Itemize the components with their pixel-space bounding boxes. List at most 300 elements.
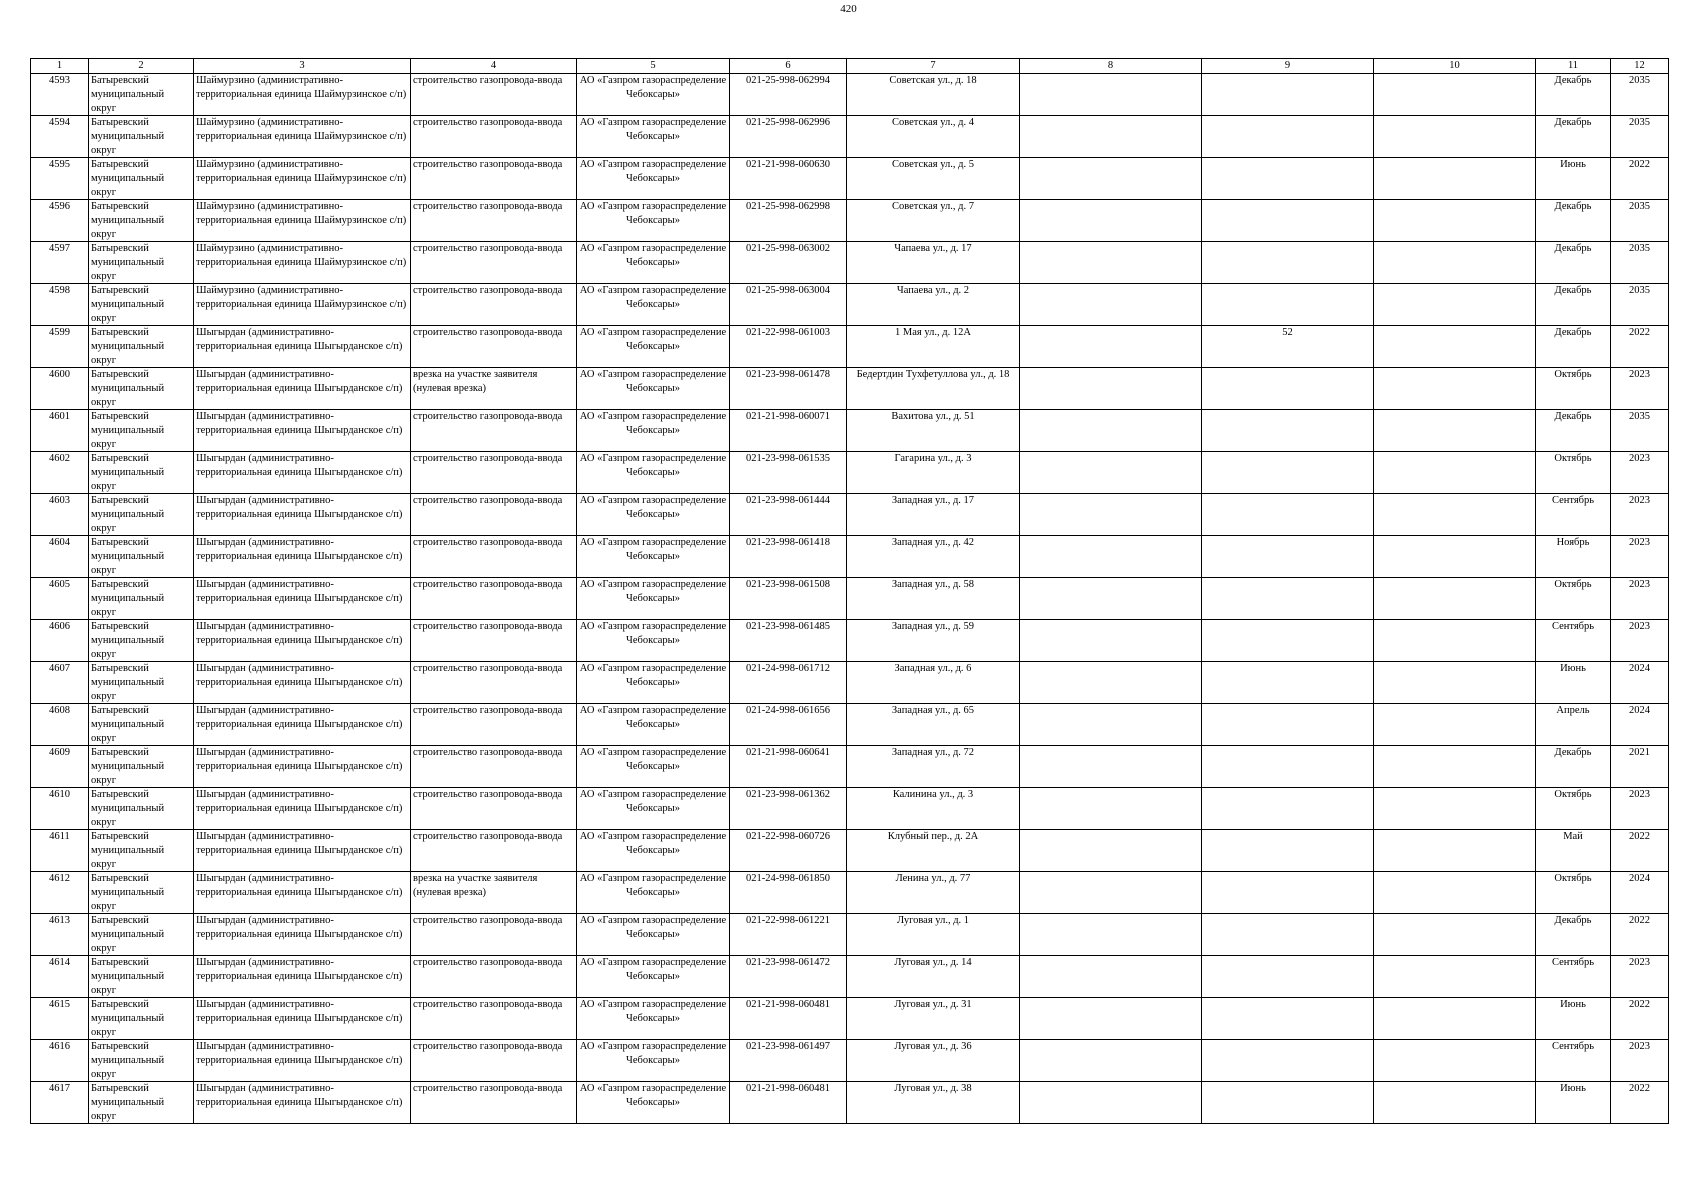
column-10-cell: [1374, 284, 1536, 326]
locality-cell-text: Шыгырдан (административно-территориальная единица Шыгырданское с/п): [196, 411, 403, 436]
organization-cell-text: АО «Газпром газораспределение Чебоксары»: [579, 117, 727, 142]
address-cell-text: Западная ул., д. 65: [891, 705, 975, 716]
district-cell-text: Батыревский муниципальный округ: [91, 201, 165, 240]
column-8-cell-text: [1022, 746, 1199, 787]
column-8-cell-text: [1022, 452, 1199, 493]
district-cell-text: Батыревский муниципальный округ: [91, 873, 165, 912]
work-type-cell-text: строительство газопровода-ввода: [413, 831, 563, 842]
application-code-cell: [730, 74, 847, 116]
district-cell-text: Батыревский муниципальный округ: [91, 495, 165, 534]
address-cell: [847, 998, 1020, 1040]
row-number-cell-text: 4608: [49, 705, 70, 716]
locality-cell-text: Шаймурзино (административно-территориальная единица Шаймурзинское с/п): [196, 201, 407, 226]
locality-cell-text: Шыгырдан (административно-территориальная единица Шыгырданское с/п): [196, 663, 403, 688]
column-9-cell: [1202, 746, 1374, 788]
district-cell: [89, 578, 194, 620]
month-cell: [1536, 410, 1611, 452]
application-code-cell: [730, 662, 847, 704]
table-row: [31, 410, 1669, 452]
work-type-cell-text: строительство газопровода-ввода: [413, 957, 563, 968]
row-number-cell: [31, 1040, 89, 1082]
month-cell: [1536, 1040, 1611, 1082]
column-8-cell-text: [1022, 326, 1199, 367]
column-9-cell: [1202, 872, 1374, 914]
column-9-cell-text: [1204, 1082, 1371, 1123]
column-9-cell: [1202, 536, 1374, 578]
address-cell-text: Советская ул., д. 18: [889, 75, 977, 86]
address-cell-text: Западная ул., д. 72: [891, 747, 975, 758]
district-cell: [89, 116, 194, 158]
organization-cell: [577, 452, 730, 494]
row-number-cell-text: 4616: [49, 1041, 70, 1052]
district-cell: [89, 662, 194, 704]
organization-cell: [577, 998, 730, 1040]
application-code-cell-text: 021-25-998-062994: [746, 75, 830, 86]
column-10-cell: [1374, 242, 1536, 284]
locality-cell-text: Шыгырдан (административно-территориальная единица Шыгырданское с/п): [196, 747, 403, 772]
month-cell: [1536, 1082, 1611, 1124]
table-row: [31, 74, 1669, 116]
address-cell: [847, 452, 1020, 494]
column-10-cell: [1374, 998, 1536, 1040]
address-cell: [847, 1040, 1020, 1082]
work-type-cell-text: строительство газопровода-ввода: [413, 663, 563, 674]
month-cell-text: Октябрь: [1554, 579, 1592, 590]
organization-cell: [577, 368, 730, 410]
application-code-cell-text: 021-23-998-061485: [746, 621, 830, 632]
row-number-cell-text: 4614: [49, 957, 70, 968]
district-cell-text: Батыревский муниципальный округ: [91, 1041, 165, 1080]
month-cell: [1536, 956, 1611, 998]
organization-cell-text: АО «Газпром газораспределение Чебоксары»: [579, 1041, 727, 1066]
row-number-cell-text: 4612: [49, 873, 70, 884]
month-cell: [1536, 746, 1611, 788]
application-code-cell-text: 021-23-998-061497: [746, 1041, 830, 1052]
month-cell: [1536, 536, 1611, 578]
application-code-cell-text: 021-23-998-061418: [746, 537, 830, 548]
district-cell: [89, 74, 194, 116]
address-cell-text: Клубный пер., д. 2А: [887, 831, 979, 842]
row-number-cell-text: 4597: [49, 243, 70, 254]
work-type-cell-text: строительство газопровода-ввода: [413, 1083, 563, 1094]
column-8-cell: [1020, 620, 1202, 662]
application-code-cell: [730, 998, 847, 1040]
locality-cell: [194, 956, 411, 998]
locality-cell: [194, 158, 411, 200]
column-9-cell: [1202, 830, 1374, 872]
work-type-cell: [411, 956, 577, 998]
column-9-cell-text: [1204, 494, 1371, 535]
month-cell: [1536, 200, 1611, 242]
locality-cell-text: Шыгырдан (административно-территориальная единица Шыгырданское с/п): [196, 369, 403, 394]
year-cell-text: 2024: [1629, 705, 1650, 716]
column-9-cell-text: [1204, 872, 1371, 913]
table-row: [31, 200, 1669, 242]
organization-cell-text: АО «Газпром газораспределение Чебоксары»: [579, 831, 727, 856]
column-header-12: 12: [1611, 59, 1669, 74]
application-code-cell: [730, 704, 847, 746]
column-9-cell-text: [1204, 914, 1371, 955]
row-number-cell-text: 4593: [49, 75, 70, 86]
page-number: 420: [840, 3, 857, 15]
month-cell: [1536, 788, 1611, 830]
organization-cell-text: АО «Газпром газораспределение Чебоксары»: [579, 789, 727, 814]
column-8-cell-text: [1022, 200, 1199, 241]
application-code-cell: [730, 872, 847, 914]
month-cell-text: Декабрь: [1554, 117, 1592, 128]
work-type-cell-text: строительство газопровода-ввода: [413, 453, 563, 464]
year-cell-text: 2024: [1629, 663, 1650, 674]
column-9-cell-text: [1204, 704, 1371, 745]
address-cell: [847, 116, 1020, 158]
application-code-cell-text: 021-25-998-062998: [746, 201, 830, 212]
column-8-cell-text: [1022, 74, 1199, 115]
year-cell: [1611, 410, 1669, 452]
application-code-cell: [730, 410, 847, 452]
month-cell-text: Июнь: [1560, 999, 1586, 1010]
locality-cell-text: Шыгырдан (административно-территориальная единица Шыгырданское с/п): [196, 537, 403, 562]
row-number-cell-text: 4607: [49, 663, 70, 674]
column-9-cell-text: [1204, 410, 1371, 451]
column-8-cell-text: [1022, 284, 1199, 325]
row-number-cell: [31, 914, 89, 956]
table-row: [31, 998, 1669, 1040]
district-cell-text: Батыревский муниципальный округ: [91, 621, 165, 660]
address-cell: [847, 914, 1020, 956]
address-cell: [847, 158, 1020, 200]
application-code-cell: [730, 242, 847, 284]
column-8-cell-text: [1022, 662, 1199, 703]
application-code-cell: [730, 284, 847, 326]
work-type-cell-text: строительство газопровода-ввода: [413, 201, 563, 212]
organization-cell-text: АО «Газпром газораспределение Чебоксары»: [579, 957, 727, 982]
table-row: [31, 452, 1669, 494]
column-8-cell: [1020, 914, 1202, 956]
column-9-cell: [1202, 620, 1374, 662]
column-10-cell: [1374, 956, 1536, 998]
year-cell: [1611, 788, 1669, 830]
application-code-cell: [730, 1082, 847, 1124]
locality-cell: [194, 326, 411, 368]
column-8-cell-text: [1022, 914, 1199, 955]
district-cell-text: Батыревский муниципальный округ: [91, 579, 165, 618]
column-9-cell-text: [1204, 998, 1371, 1039]
month-cell: [1536, 284, 1611, 326]
address-cell: [847, 830, 1020, 872]
column-9-cell: [1202, 284, 1374, 326]
locality-cell-text: Шаймурзино (административно-территориальная единица Шаймурзинское с/п): [196, 75, 407, 100]
work-type-cell: [411, 872, 577, 914]
year-cell: [1611, 662, 1669, 704]
column-9-cell: [1202, 704, 1374, 746]
table-row: [31, 956, 1669, 998]
table-row: [31, 1040, 1669, 1082]
table-row: [31, 326, 1669, 368]
year-cell: [1611, 452, 1669, 494]
month-cell: [1536, 704, 1611, 746]
locality-cell: [194, 1040, 411, 1082]
column-8-cell-text: [1022, 578, 1199, 619]
table-row: [31, 662, 1669, 704]
month-cell-text: Сентябрь: [1551, 495, 1595, 506]
column-8-cell-text: [1022, 494, 1199, 535]
column-10-cell-text: [1376, 116, 1533, 157]
column-9-cell-text: [1204, 788, 1371, 829]
work-type-cell: [411, 452, 577, 494]
column-10-cell-text: [1376, 494, 1533, 535]
column-8-cell: [1020, 410, 1202, 452]
application-code-cell: [730, 536, 847, 578]
table-row: [31, 830, 1669, 872]
address-cell: [847, 536, 1020, 578]
row-number-cell: [31, 620, 89, 662]
application-code-cell-text: 021-23-998-061508: [746, 579, 830, 590]
address-cell-text: Луговая ул., д. 14: [894, 957, 972, 968]
column-10-cell-text: [1376, 410, 1533, 451]
work-type-cell-text: строительство газопровода-ввода: [413, 789, 563, 800]
organization-cell-text: АО «Газпром газораспределение Чебоксары»: [579, 579, 727, 604]
district-cell: [89, 158, 194, 200]
month-cell-text: Декабрь: [1554, 75, 1592, 86]
month-cell: [1536, 116, 1611, 158]
district-cell-text: Батыревский муниципальный округ: [91, 75, 165, 114]
locality-cell: [194, 662, 411, 704]
year-cell: [1611, 704, 1669, 746]
column-8-cell: [1020, 662, 1202, 704]
year-cell-text: 2024: [1629, 873, 1650, 884]
row-number-cell: [31, 410, 89, 452]
work-type-cell-text: строительство газопровода-ввода: [413, 327, 563, 338]
month-cell-text: Сентябрь: [1551, 621, 1595, 632]
column-10-cell-text: [1376, 662, 1533, 703]
organization-cell: [577, 830, 730, 872]
month-cell: [1536, 578, 1611, 620]
year-cell: [1611, 284, 1669, 326]
address-cell-text: Советская ул., д. 4: [892, 117, 974, 128]
application-code-cell-text: 021-24-998-061656: [746, 705, 830, 716]
row-number-cell-text: 4603: [49, 495, 70, 506]
organization-cell: [577, 746, 730, 788]
organization-cell: [577, 788, 730, 830]
district-cell-text: Батыревский муниципальный округ: [91, 159, 165, 198]
column-header-4: 4: [411, 59, 577, 74]
year-cell-text: 2023: [1629, 1041, 1650, 1052]
locality-cell: [194, 74, 411, 116]
month-cell-text: Декабрь: [1554, 201, 1592, 212]
row-number-cell: [31, 1082, 89, 1124]
application-code-cell-text: 021-22-998-061221: [746, 915, 830, 926]
address-cell-text: Западная ул., д. 42: [891, 537, 975, 548]
application-code-cell-text: 021-23-998-061478: [746, 369, 830, 380]
application-code-cell: [730, 620, 847, 662]
month-cell-text: Сентябрь: [1551, 1041, 1595, 1052]
organization-cell: [577, 158, 730, 200]
address-cell-text: Гагарина ул., д. 3: [894, 453, 972, 464]
column-10-cell-text: [1376, 200, 1533, 241]
row-number-cell-text: 4598: [49, 285, 70, 296]
column-10-cell: [1374, 830, 1536, 872]
organization-cell: [577, 326, 730, 368]
application-code-cell: [730, 326, 847, 368]
column-9-cell-text: [1204, 1040, 1371, 1081]
row-number-cell-text: 4611: [49, 831, 70, 842]
year-cell: [1611, 200, 1669, 242]
year-cell-text: 2022: [1629, 327, 1650, 338]
organization-cell: [577, 872, 730, 914]
locality-cell: [194, 368, 411, 410]
column-9-cell: [1202, 578, 1374, 620]
work-type-cell-text: строительство газопровода-ввода: [413, 579, 563, 590]
year-cell-text: 2023: [1629, 579, 1650, 590]
column-9-cell: [1202, 242, 1374, 284]
column-10-cell: [1374, 620, 1536, 662]
column-9-cell: [1202, 368, 1374, 410]
year-cell: [1611, 914, 1669, 956]
column-10-cell: [1374, 788, 1536, 830]
locality-cell-text: Шыгырдан (административно-территориальная единица Шыгырданское с/п): [196, 999, 403, 1024]
column-9-cell-text: [1204, 116, 1371, 157]
organization-cell: [577, 1082, 730, 1124]
column-9-cell-text: [1204, 662, 1371, 703]
work-type-cell-text: строительство газопровода-ввода: [413, 495, 563, 506]
year-cell-text: 2023: [1629, 369, 1650, 380]
year-cell: [1611, 578, 1669, 620]
column-10-cell-text: [1376, 284, 1533, 325]
locality-cell-text: Шаймурзино (административно-территориальная единица Шаймурзинское с/п): [196, 285, 407, 310]
column-9-cell-text: 52: [1282, 327, 1293, 338]
column-10-cell: [1374, 578, 1536, 620]
column-8-cell: [1020, 452, 1202, 494]
column-header-6: 6: [730, 59, 847, 74]
organization-cell-text: АО «Газпром газораспределение Чебоксары»: [579, 621, 727, 646]
column-8-cell: [1020, 998, 1202, 1040]
column-9-cell: [1202, 494, 1374, 536]
work-type-cell: [411, 578, 577, 620]
organization-cell: [577, 662, 730, 704]
work-type-cell: [411, 200, 577, 242]
application-code-cell-text: 021-23-998-061472: [746, 957, 830, 968]
application-code-cell: [730, 368, 847, 410]
address-cell-text: Чапаева ул., д. 17: [894, 243, 972, 254]
column-8-cell: [1020, 746, 1202, 788]
organization-cell-text: АО «Газпром газораспределение Чебоксары»: [579, 369, 727, 394]
work-type-cell-text: строительство газопровода-ввода: [413, 243, 563, 254]
row-number-cell-text: 4599: [49, 327, 70, 338]
address-cell-text: Ленина ул., д. 77: [895, 873, 971, 884]
locality-cell: [194, 998, 411, 1040]
organization-cell-text: АО «Газпром газораспределение Чебоксары»: [579, 243, 727, 268]
column-9-cell-text: [1204, 158, 1371, 199]
address-cell: [847, 242, 1020, 284]
row-number-cell-text: 4602: [49, 453, 70, 464]
application-code-cell-text: 021-24-998-061712: [746, 663, 830, 674]
application-code-cell-text: 021-25-998-063002: [746, 243, 830, 254]
year-cell: [1611, 830, 1669, 872]
month-cell: [1536, 830, 1611, 872]
application-code-cell-text: 021-23-998-061535: [746, 453, 830, 464]
column-9-cell: [1202, 326, 1374, 368]
work-type-cell-text: строительство газопровода-ввода: [413, 747, 563, 758]
locality-cell: [194, 1082, 411, 1124]
locality-cell: [194, 788, 411, 830]
column-header-1: 1: [31, 59, 89, 74]
column-9-cell-text: [1204, 536, 1371, 577]
district-cell-text: Батыревский муниципальный округ: [91, 789, 165, 828]
district-cell: [89, 620, 194, 662]
column-8-cell-text: [1022, 1040, 1199, 1081]
locality-cell-text: Шыгырдан (административно-территориальная единица Шыгырданское с/п): [196, 873, 403, 898]
year-cell: [1611, 116, 1669, 158]
table-row: [31, 494, 1669, 536]
district-cell: [89, 956, 194, 998]
table-row: [31, 536, 1669, 578]
column-10-cell: [1374, 704, 1536, 746]
row-number-cell-text: 4613: [49, 915, 70, 926]
work-type-cell: [411, 704, 577, 746]
column-10-cell-text: [1376, 326, 1533, 367]
month-cell-text: Декабрь: [1554, 285, 1592, 296]
locality-cell: [194, 872, 411, 914]
district-cell: [89, 284, 194, 326]
application-code-cell: [730, 200, 847, 242]
table-row: [31, 368, 1669, 410]
application-code-cell-text: 021-21-998-060641: [746, 747, 830, 758]
work-type-cell-text: строительство газопровода-ввода: [413, 159, 563, 170]
organization-cell: [577, 410, 730, 452]
column-9-cell: [1202, 452, 1374, 494]
work-type-cell: [411, 242, 577, 284]
month-cell-text: Июнь: [1560, 1083, 1586, 1094]
locality-cell-text: Шаймурзино (административно-территориальная единица Шаймурзинское с/п): [196, 117, 407, 142]
address-cell-text: Западная ул., д. 58: [891, 579, 975, 590]
locality-cell-text: Шаймурзино (административно-территориальная единица Шаймурзинское с/п): [196, 159, 407, 184]
row-number-cell-text: 4610: [49, 789, 70, 800]
year-cell: [1611, 368, 1669, 410]
column-8-cell: [1020, 158, 1202, 200]
row-number-cell: [31, 158, 89, 200]
work-type-cell: [411, 494, 577, 536]
column-10-cell-text: [1376, 956, 1533, 997]
column-9-cell: [1202, 1040, 1374, 1082]
address-cell: [847, 74, 1020, 116]
column-header-3: 3: [194, 59, 411, 74]
year-cell-text: 2023: [1629, 957, 1650, 968]
year-cell: [1611, 536, 1669, 578]
column-8-cell: [1020, 704, 1202, 746]
locality-cell: [194, 746, 411, 788]
work-type-cell-text: строительство газопровода-ввода: [413, 537, 563, 548]
year-cell: [1611, 494, 1669, 536]
year-cell: [1611, 242, 1669, 284]
organization-cell-text: АО «Газпром газораспределение Чебоксары»: [579, 453, 727, 478]
column-header-11: 11: [1536, 59, 1611, 74]
row-number-cell: [31, 326, 89, 368]
column-10-cell: [1374, 452, 1536, 494]
row-number-cell: [31, 998, 89, 1040]
column-9-cell: [1202, 914, 1374, 956]
application-code-cell-text: 021-21-998-060481: [746, 1083, 830, 1094]
column-10-cell-text: [1376, 788, 1533, 829]
column-10-cell: [1374, 494, 1536, 536]
column-9-cell-text: [1204, 830, 1371, 871]
month-cell: [1536, 74, 1611, 116]
address-cell-text: Советская ул., д. 7: [892, 201, 974, 212]
address-cell: [847, 410, 1020, 452]
locality-cell: [194, 830, 411, 872]
column-8-cell-text: [1022, 830, 1199, 871]
month-cell-text: Октябрь: [1554, 789, 1592, 800]
column-10-cell-text: [1376, 578, 1533, 619]
